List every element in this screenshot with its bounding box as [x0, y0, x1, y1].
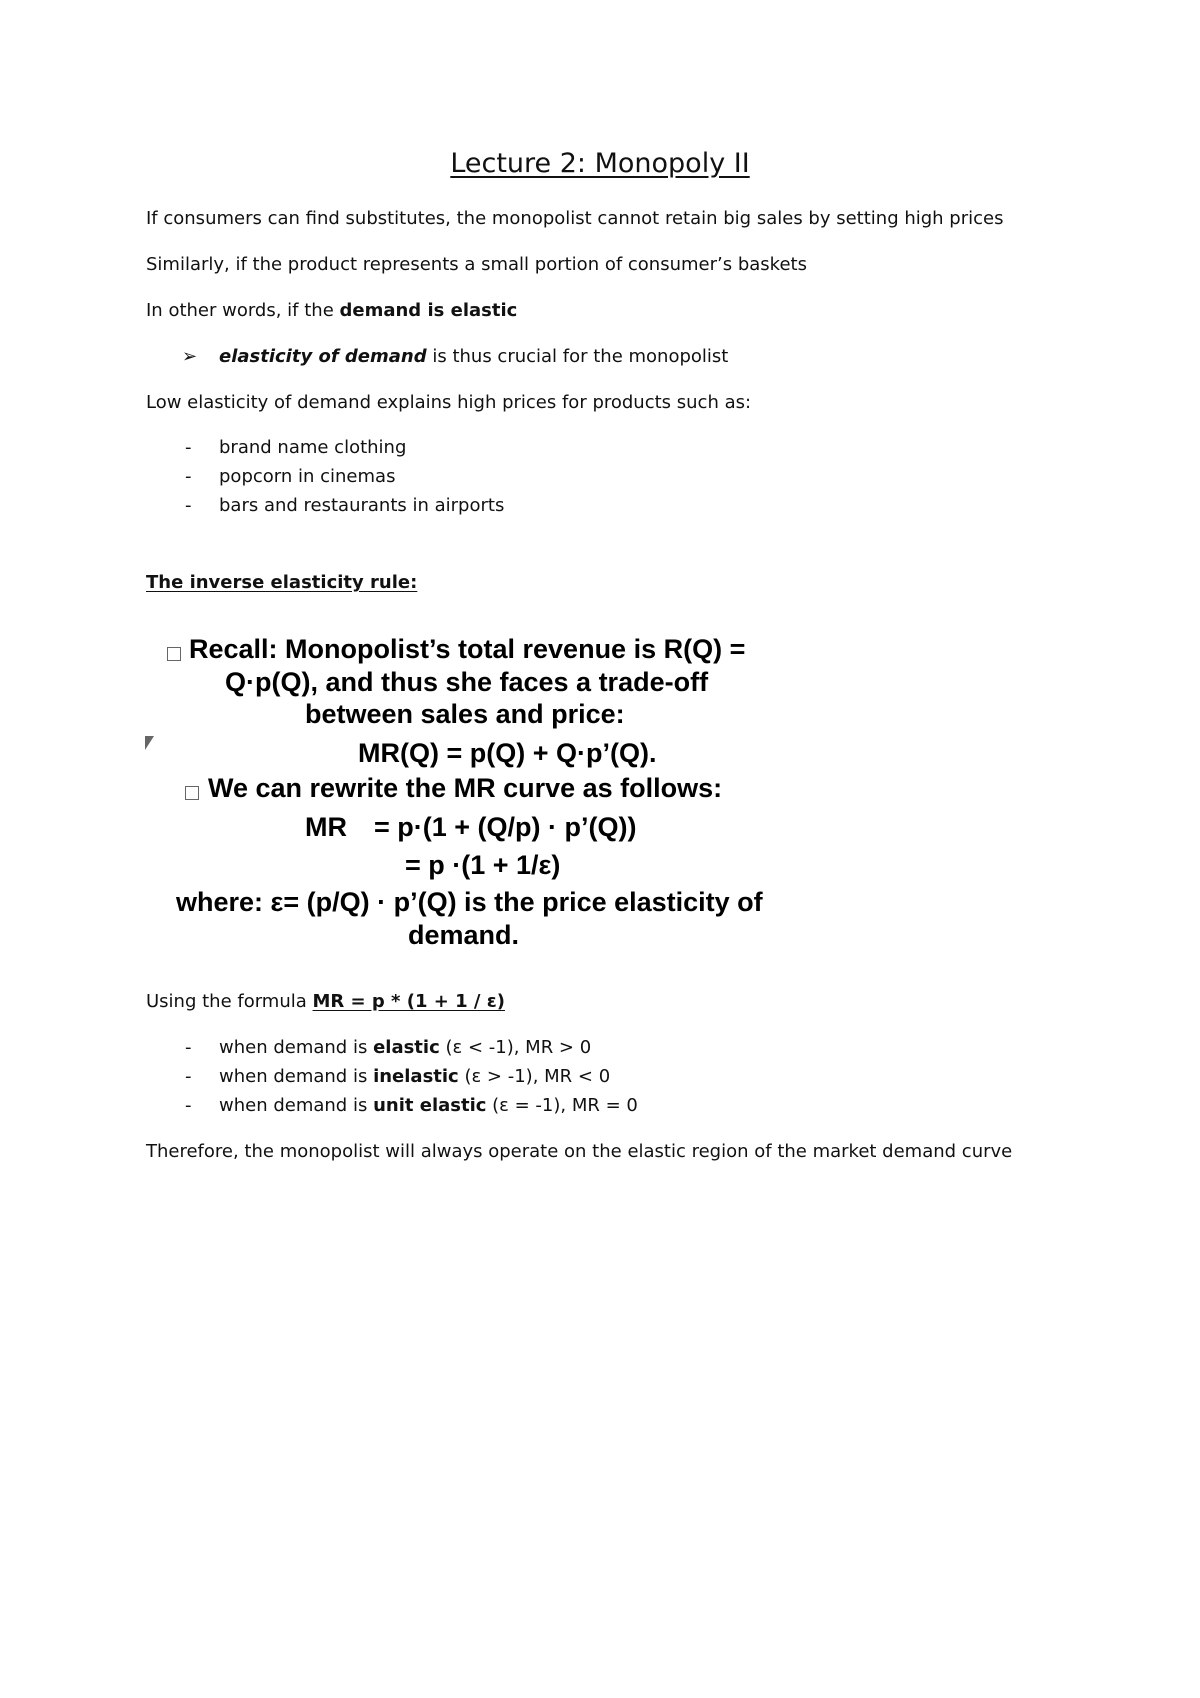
formula-line	[146, 991, 505, 1012]
case-pre: when demand is	[219, 1066, 374, 1087]
slide-line-2: Q·p(Q), and thus she faces a trade-off	[225, 667, 709, 697]
case-post: (ε < -1), MR > 0	[439, 1037, 592, 1058]
slide-line-7: = p ·(1 + 1/ε)	[405, 850, 561, 880]
slide-line-8: where: ε= (p/Q) · p’(Q) is the price elasticity of	[176, 887, 763, 917]
case-pre: when demand is	[219, 1095, 374, 1116]
slide-line-1: Recall: Monopolist’s total revenue is R(Q) =	[189, 634, 746, 664]
case-bold: unit elastic	[373, 1095, 487, 1116]
corner-marker-icon	[145, 736, 154, 750]
slide-line-6a: MR	[305, 812, 347, 842]
case-bold: elastic	[373, 1037, 440, 1058]
low-elasticity-text: Low elasticity of demand explains high prices for products such as:	[146, 392, 752, 413]
intro-line-2: Similarly, if the product represents a small portion of consumer’s baskets	[146, 254, 807, 275]
list-item: bars and restaurants in airports	[219, 495, 505, 516]
slide-line-3: between sales and price:	[305, 699, 625, 729]
conclusion-text: Therefore, the monopolist will always operate on the elastic region of the market demand curve	[146, 1141, 1013, 1162]
square-bullet-icon	[167, 647, 181, 661]
list-item: brand name clothing	[219, 437, 407, 458]
dash-bullet: -	[185, 466, 192, 487]
arrow-item	[219, 346, 728, 367]
formula-intro: Using the formula	[146, 991, 313, 1012]
page-title: Lecture 2: Monopoly II	[450, 148, 750, 179]
case-pre: when demand is	[219, 1037, 374, 1058]
arrow-item-bold: elasticity of demand	[219, 346, 427, 367]
formula-text: MR = p * (1 + 1 / ε)	[312, 991, 505, 1012]
intro-line-1: If consumers can find substitutes, the monopolist cannot retain big sales by setting high prices	[146, 208, 1004, 229]
case-item	[219, 1066, 610, 1087]
arrow-item-rest: is thus crucial for the monopolist	[426, 346, 729, 367]
dash-bullet: -	[185, 1066, 192, 1087]
slide-line-9: demand.	[408, 920, 520, 950]
intro-line-3	[146, 300, 517, 321]
dash-bullet: -	[185, 1037, 192, 1058]
slide-line-4: MR(Q) = p(Q) + Q·p’(Q).	[358, 738, 657, 768]
slide-line-6b: = p·(1 + (Q/p) · p’(Q))	[374, 812, 637, 842]
dash-bullet: -	[185, 495, 192, 516]
square-bullet-icon	[185, 786, 199, 800]
rule-heading: The inverse elasticity rule:	[146, 572, 418, 593]
intro-line-3-bold: demand is elastic	[339, 300, 518, 321]
case-bold: inelastic	[373, 1066, 459, 1087]
case-post: (ε = -1), MR = 0	[486, 1095, 638, 1116]
intro-line-3-text: In other words, if the	[146, 300, 340, 321]
case-post: (ε > -1), MR < 0	[458, 1066, 611, 1087]
list-item: popcorn in cinemas	[219, 466, 396, 487]
case-item	[219, 1095, 638, 1116]
case-item	[219, 1037, 591, 1058]
dash-bullet: -	[185, 437, 192, 458]
dash-bullet: -	[185, 1095, 192, 1116]
arrow-bullet-icon: ➢	[182, 346, 198, 367]
slide-line-5: We can rewrite the MR curve as follows:	[208, 773, 723, 803]
